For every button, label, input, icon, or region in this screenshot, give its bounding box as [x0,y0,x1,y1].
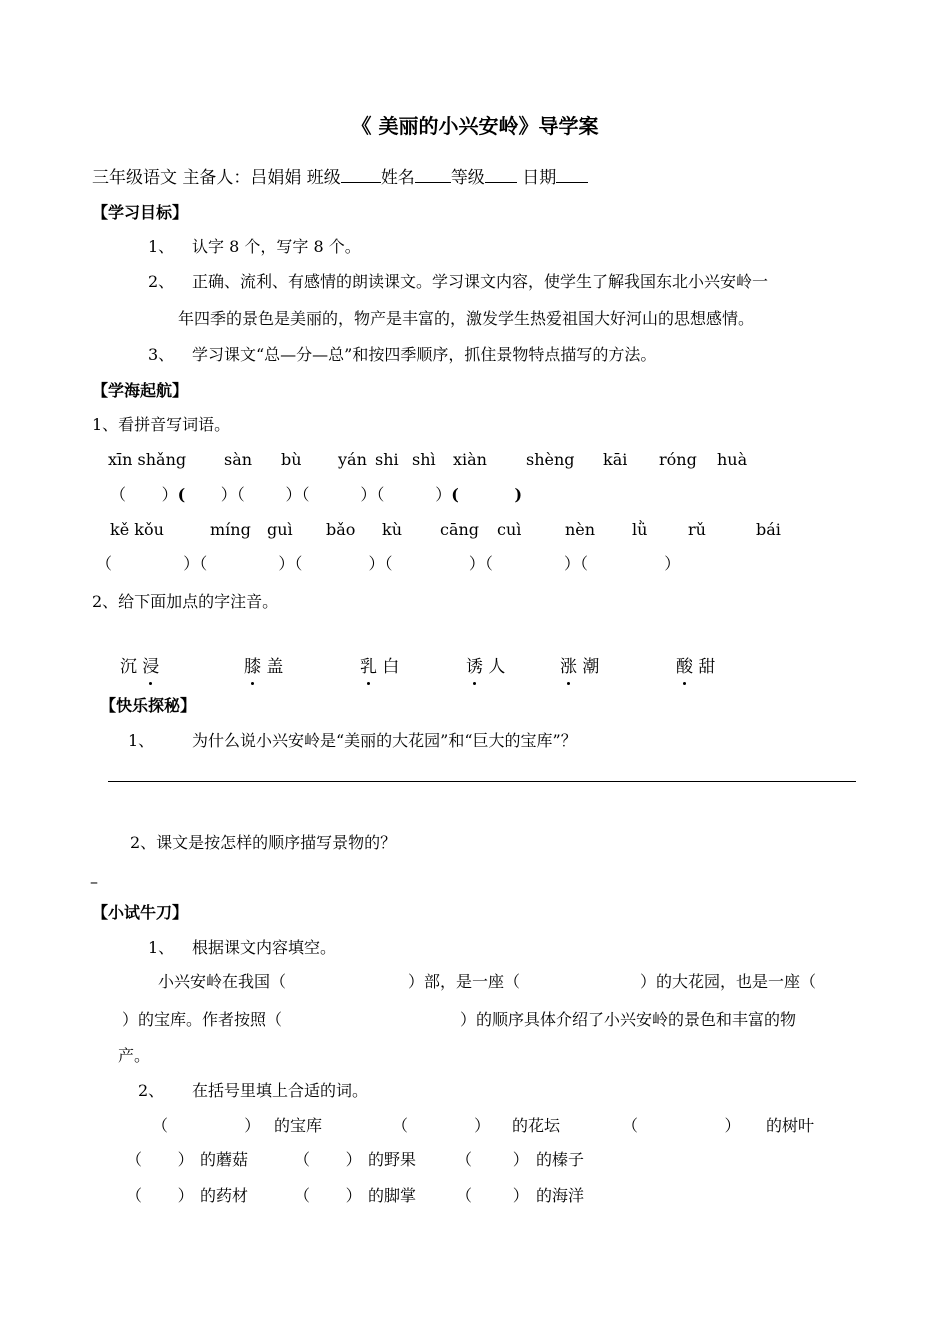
grade-label: 等级 [450,168,485,188]
grade-blank[interactable] [485,166,517,183]
date-blank[interactable] [556,166,588,183]
dotted-char: 膝 [244,657,261,677]
fill-word: 的脚掌 [368,1186,417,1205]
goal-2-line2: 年四季的景色是美丽的，物产是丰富的，激发学生热爱祖国大好河山的思想感情。 [178,309,755,328]
pinyin-item: shi [375,450,399,469]
fill-blank[interactable]: （ ） [126,1150,194,1169]
pinyin-item: cuì [497,520,522,539]
goal-2-line1: 正确、流利、有感情的朗读课文。学习课文内容，使学生了解我国东北小兴安岭一 [192,272,769,291]
dotted-word: 酸 甜 [676,657,716,677]
answer-line[interactable] [108,781,856,782]
pinyin-item: guì [267,520,293,539]
dotted-char: 浸 [142,657,160,677]
pinyin-item: xīn shǎng [108,450,187,469]
fill-word: 的榛子 [536,1150,585,1169]
answer-brackets-row2[interactable]: （ ）（ ）（ ）（ ）（ ）（ ） [96,554,681,573]
explore-heading: 【快乐探秘】 [100,696,197,715]
pinyin-item: lǜ [632,520,648,539]
pinyin-item: shì [412,450,436,469]
fill-word: 的花坛 [512,1116,561,1135]
dotted-word: 膝 盖 [244,657,284,677]
pinyin-item: míng [210,520,251,539]
pinyin-item: sàn [224,450,253,469]
fill-blank[interactable]: （ ） [392,1116,491,1135]
dotted-char: 涨 [560,657,577,677]
pinyin-item: kāi [603,450,628,469]
document-title: 《 美丽的小兴安岭》导学案 [351,114,599,138]
sail-q2: 2、给下面加点的字注音。 [92,592,279,611]
trial-q2-text: 在括号里填上合适的词。 [192,1081,369,1100]
pinyin-item: xiàn [453,450,487,469]
dotted-char: 乳 [360,657,377,677]
pinyin-item: kù [382,520,402,539]
dotted-word: 沉 浸 [120,657,160,677]
fill-word: 的蘑菇 [200,1150,249,1169]
fill-word: 的药材 [200,1186,249,1205]
dotted-word: 乳 白 [360,657,400,677]
goals-heading: 【学习目标】 [92,203,189,222]
fill-word: 的宝库 [274,1116,323,1135]
trial-q2-num: 2、 [138,1081,165,1100]
fill-blank[interactable]: （ ） [456,1150,529,1169]
header-info [92,166,588,189]
fill-text-c: ）的大花园，也是一座（ [640,972,817,991]
fill-blank[interactable]: （ ） [294,1150,362,1169]
name-blank[interactable] [415,166,451,183]
sail-heading: 【学海起航】 [92,381,189,400]
pinyin-item: shèng [526,450,575,469]
answer-brackets-row1[interactable]: （ ）( ）（ ）（ ）（ ）( ) [110,485,523,504]
trial-q1-text: 根据课文内容填空。 [192,938,337,957]
pinyin-item: nèn [565,520,596,539]
pinyin-item: bǎo [326,520,356,539]
goal-1-num: 1、 [148,237,175,256]
goal-3-num: 3、 [148,345,175,364]
fill-text-f: 产。 [118,1046,151,1065]
dotted-char: 酸 [676,657,693,677]
pinyin-item: róng [659,450,697,469]
fill-text-e: ）的顺序具体介绍了小兴安岭的景色和丰富的物 [460,1010,797,1029]
fill-blank[interactable]: （ ） [622,1116,741,1135]
fill-word: 的野果 [368,1150,417,1169]
class-blank[interactable] [341,166,381,183]
fill-word: 的树叶 [766,1116,815,1135]
fill-text-a: 小兴安岭在我国（ [158,972,287,991]
explore-q1-num: 1、 [128,731,155,750]
explore-dash: – [90,872,98,891]
header-prefix: 三年级语文 主备人：吕娟娟 班级 [92,168,341,188]
explore-q2: 2、课文是按怎样的顺序描写景物的？ [130,833,397,852]
pinyin-item: bù [281,450,302,469]
pinyin-item: yán [338,450,367,469]
goal-3-text: 学习课文“总—分—总”和按四季顺序，抓住景物特点描写的方法。 [192,345,657,364]
fill-blank[interactable]: （ ） [456,1186,529,1205]
pinyin-item: huà [717,450,748,469]
date-label: 日期 [522,168,557,188]
fill-blank[interactable]: （ ） [126,1186,194,1205]
fill-blank[interactable]: （ ） [294,1186,362,1205]
fill-word: 的海洋 [536,1186,585,1205]
fill-text-d: ）的宝库。作者按照（ [122,1010,283,1029]
pinyin-item: rǔ [688,520,706,539]
trial-q1-num: 1、 [148,938,175,957]
dotted-char: 诱 [466,657,483,677]
dotted-word: 涨 潮 [560,657,600,677]
goal-2-num: 2、 [148,272,175,291]
fill-text-b: ）部，是一座（ [408,972,521,991]
pinyin-item: cāng [440,520,480,539]
explore-q1-text: 为什么说小兴安岭是“美丽的大花园”和“巨大的宝库”？ [192,731,577,750]
pinyin-item: kě kǒu [110,520,164,539]
goal-1-text: 认字 8 个，写字 8 个。 [192,237,361,256]
name-label: 姓名 [380,168,415,188]
dotted-word: 诱 人 [466,657,506,677]
sail-q1: 1、看拼音写词语。 [92,415,231,434]
fill-blank[interactable]: （ ） [152,1116,261,1135]
pinyin-item: bái [756,520,781,539]
trial-heading: 【小试牛刀】 [92,903,189,922]
